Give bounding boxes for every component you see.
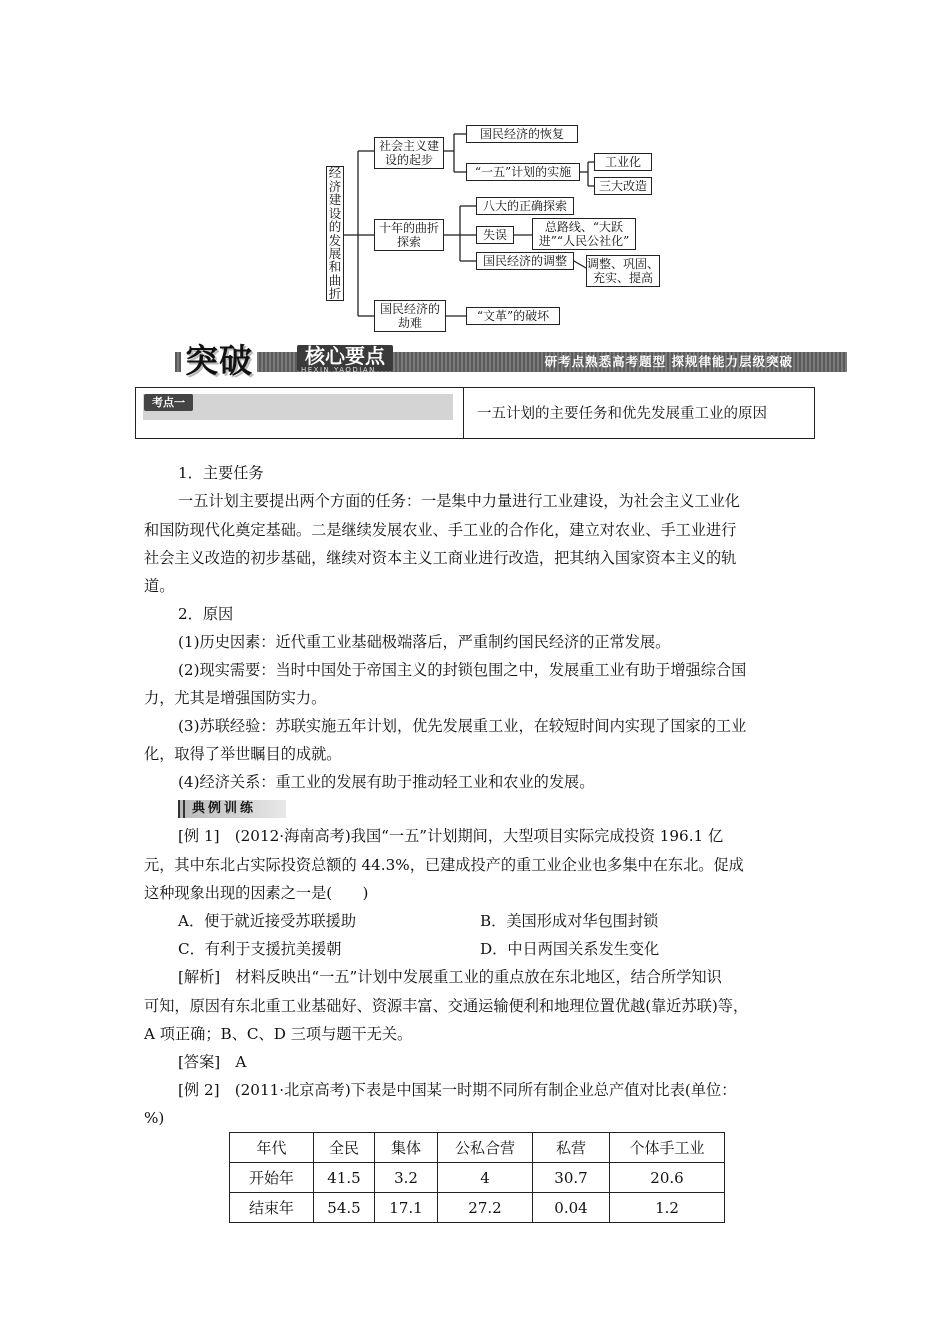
table-header-cell: 私营: [533, 1133, 610, 1163]
table-cell: 41.5: [314, 1163, 375, 1193]
section-banner: [175, 341, 847, 380]
table-cell: 54.5: [314, 1193, 375, 1223]
reason-item: (3)苏联经验：苏联实施五年计划，优先发展重工业，在较短时间内实现了国家的工业: [178, 717, 747, 735]
training-heading-marker: [178, 800, 185, 818]
heading-reasons: 2．原因: [178, 605, 234, 623]
example-line: 元，其中东北占实际投资总额的 44.3%，已建成投产的重工业企业也多集中在东北。促成: [144, 856, 744, 874]
option-d: D．中日两国关系发生变化: [480, 940, 660, 958]
topic-label-cell: [136, 388, 464, 438]
option-b: B．美国形成对华包围封锁: [480, 912, 659, 930]
mind-map-node: 国民经济的调整: [476, 252, 574, 270]
reason-item: (2)现实需要：当时中国处于帝国主义的封锁包围之中，发展重工业有助于增强综合国: [178, 661, 747, 679]
ownership-output-table: [229, 1132, 725, 1223]
banner-pinyin: HEXIN YAODIAN: [301, 366, 376, 374]
analysis-line: A 项正确；B、C、D 三项与题干无关。: [144, 1025, 413, 1043]
mind-map-node: 三大改造: [594, 177, 652, 195]
mind-map-node: 工业化: [594, 153, 652, 171]
table-cell: 3.2: [375, 1163, 438, 1193]
training-heading: [178, 800, 286, 818]
mind-map: [0, 0, 950, 340]
option-c: C．有利于支援抗美援朝: [178, 940, 342, 958]
reason-item: (1)历史因素：近代重工业基础极端落后，严重制约国民经济的正常发展。: [178, 633, 671, 651]
mind-map-node: “一五”计划的实施: [466, 163, 580, 181]
training-heading-label: 典例训练: [192, 801, 257, 816]
paragraph-line: 社会主义改造的初步基础，继续对资本主义工商业进行改造，把其纳入国家资本主义的轨: [144, 549, 737, 567]
mind-map-branch-3: 国民经济的劫难: [374, 300, 446, 332]
table-header-row: [230, 1133, 725, 1163]
table-cell: 结束年: [230, 1193, 314, 1223]
table-cell: 20.6: [610, 1163, 725, 1193]
table-row: [230, 1163, 725, 1193]
table-cell: 1.2: [610, 1193, 725, 1223]
mind-map-node: 总路线、“大跃进”“人民公社化”: [532, 218, 636, 250]
option-a: A．便于就近接受苏联援助: [178, 912, 357, 930]
table-row: [230, 1193, 725, 1223]
table-header-cell: 公私合营: [438, 1133, 533, 1163]
banner-subtitle: 核心要点: [297, 345, 393, 371]
reason-item: 化，取得了举世瞩目的成就。: [144, 745, 342, 763]
mind-map-node: 失误: [476, 226, 514, 244]
table-cell: 27.2: [438, 1193, 533, 1223]
paragraph-line: 道。: [144, 577, 175, 595]
topic-title: 一五计划的主要任务和优先发展重工业的原因: [477, 406, 767, 422]
mind-map-node: “文革”的破坏: [466, 307, 560, 325]
example-line: [例 2] (2011·北京高考)下表是中国某一时期不同所有制企业总产值对比表(单位：: [178, 1081, 737, 1099]
heading-main-tasks: 1．主要任务: [178, 464, 264, 482]
example-line: [例 1] (2012·海南高考)我国“一五”计划期间，大型项目实际完成投资 196.1 亿: [178, 827, 724, 845]
table-header-cell: 全民: [314, 1133, 375, 1163]
banner-title: 突破: [181, 343, 257, 379]
table-cell: 17.1: [375, 1193, 438, 1223]
example-line: 这种现象出现的因素之一是( ): [144, 884, 369, 902]
paragraph-line: 一五计划主要提出两个方面的任务：一是集中力量进行工业建设，为社会主义工业化: [178, 492, 740, 510]
reason-item: 力，尤其是增强国防实力。: [144, 689, 327, 707]
topic-box: [135, 387, 815, 439]
topic-tag: 考点一: [144, 394, 193, 411]
answer-line: [答案] A: [178, 1053, 247, 1071]
banner-slogan: 研考点熟悉高考题型 探规律能力层级突破: [544, 354, 793, 369]
analysis-line: [解析] 材料反映出“一五”计划中发展重工业的重点放在东北地区，结合所学知识: [178, 968, 722, 986]
reason-item: (4)经济关系：重工业的发展有助于推动轻工业和农业的发展。: [178, 773, 595, 791]
table-header-cell: 个体手工业: [610, 1133, 725, 1163]
table-cell: 30.7: [533, 1163, 610, 1193]
mind-map-branch-2: 十年的曲折探索: [374, 219, 444, 251]
table-header-cell: 集体: [375, 1133, 438, 1163]
mind-map-node: 调整、巩固、充实、提高: [587, 257, 660, 285]
mind-map-node: 国民经济的恢复: [466, 125, 578, 143]
table-cell: 0.04: [533, 1193, 610, 1223]
analysis-line: 可知，原因有东北重工业基础好、资源丰富、交通运输便利和地理位置优越(靠近苏联)等，: [144, 997, 749, 1015]
paragraph-line: 和国防现代化奠定基础。二是继续发展农业、手工业的合作化，建立对农业、手工业进行: [144, 521, 737, 539]
example-line: %): [144, 1109, 165, 1127]
mind-map-branch-1: 社会主义建设的起步: [374, 137, 444, 169]
table-header-cell: 年代: [230, 1133, 314, 1163]
table-cell: 4: [438, 1163, 533, 1193]
table-cell: 开始年: [230, 1163, 314, 1193]
mind-map-node: 八大的正确探索: [476, 197, 574, 215]
mind-map-root: 经 济 建 设 的 发 展 和 曲 折: [326, 166, 344, 301]
